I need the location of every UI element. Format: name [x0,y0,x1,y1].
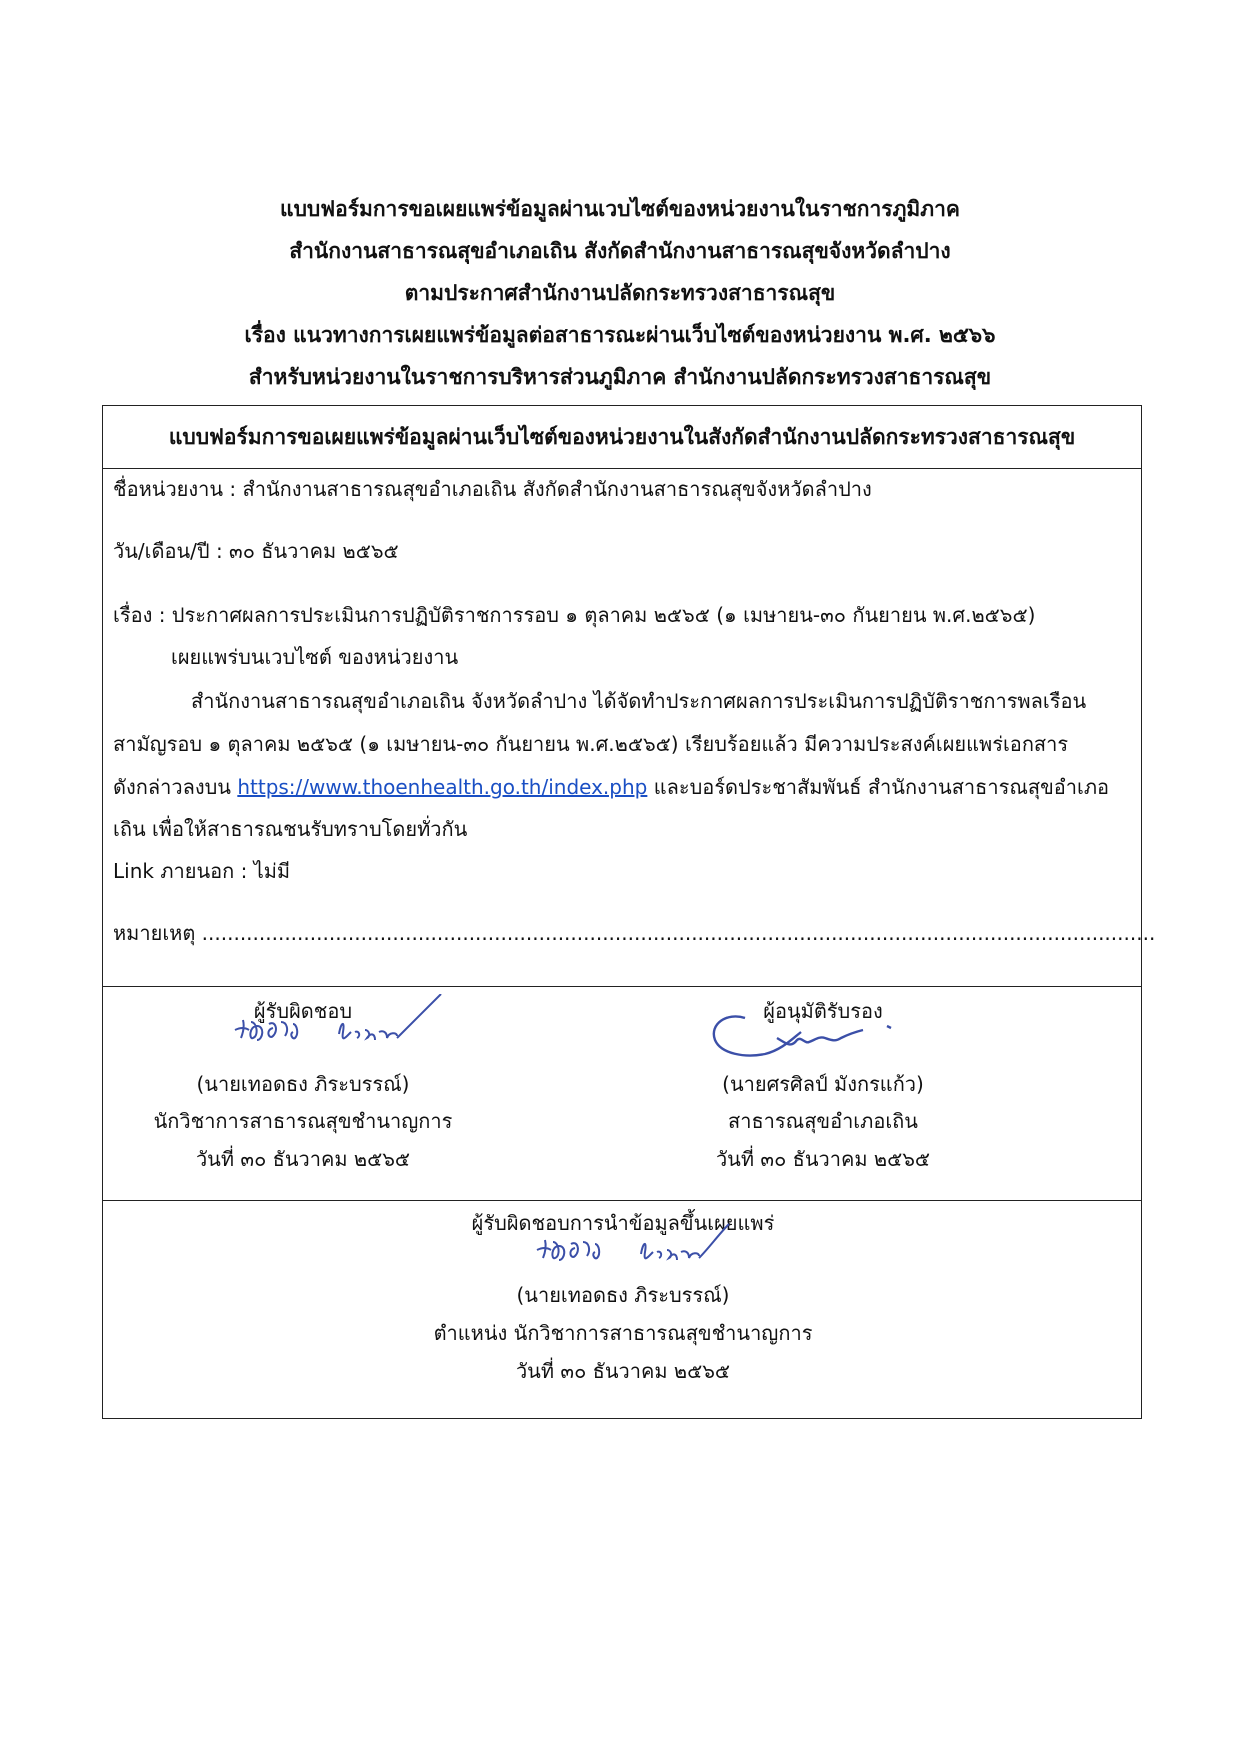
approver-signature-image [705,1002,925,1072]
body-line-1: สำนักงานสาธารณสุขอำเภอเถิน จังหวัดลำปาง ได้จัดทำประกาศผลการประเมินการปฏิบัติราชการพลเรือน [191,689,1087,713]
divider-middle [103,986,1141,987]
remark-field: หมายเหตุ ...................................................................................................................................................... [113,921,1156,945]
approver-name: (นายศรศิลป์ มังกรแก้ว) [722,1072,924,1096]
external-link-field: Link ภายนอก : ไม่มี [113,859,291,883]
responsible-title: ผู้รับผิดชอบ [253,999,353,1023]
heading-line-2: สำนักงานสาธารณสุขอำเภอเถิน สังกัดสำนักงานสาธารณสุขจังหวัดลำปาง [289,239,951,263]
heading-line-1: แบบฟอร์มการขอเผยแพร่ข้อมูลผ่านเวบไซต์ของหน่วยงานในราชการภูมิภาค [280,197,960,221]
body-line-3-suffix: และบอร์ดประชาสัมพันธ์ สำนักงานสาธารณสุขอำเภอ [647,775,1110,799]
publisher-name: (นายเทอดธง ภิระบรรณ์) [516,1283,730,1307]
form-frame [102,405,1156,1419]
body-line-3-prefix: ดังกล่าวลงบน [113,775,238,799]
heading-line-4: เรื่อง แนวทางการเผยแพร่ข้อมูลต่อสาธารณะผ่านเว็บไซต์ของหน่วยงาน พ.ศ. ๒๕๖๖ [244,323,996,347]
agency-field: ชื่อหน่วยงาน : สำนักงานสาธารณสุขอำเภอเถิน สังกัดสำนักงานสาธารณสุขจังหวัดลำปาง [113,477,872,501]
heading-line-3: ตามประกาศสำนักงานปลัดกระทรวงสาธารณสุข [404,281,836,305]
responsible-position: นักวิชาการสาธารณสุขชำนาญการ [153,1109,453,1133]
divider-top [103,468,1141,469]
form-box-title: แบบฟอร์มการขอเผยแพร่ข้อมูลผ่านเว็บไซต์ของหน่วยงานในสังกัดสำนักงานปลัดกระทรวงสาธารณสุข [168,425,1076,449]
date-field: วัน/เดือน/ปี : ๓๐ ธันวาคม ๒๕๖๕ [113,539,399,563]
publisher-signature-image [523,1214,763,1284]
subject-line-1: เรื่อง : ประกาศผลการประเมินการปฏิบัติราชการรอบ ๑ ตุลาคม ๒๕๖๕ (๑ เมษายน-๓๐ กันยายน พ.ศ.๒๕๖๕) [113,603,1036,627]
publisher-position: ตำแหน่ง นักวิชาการสาธารณสุขชำนาญการ [433,1321,813,1345]
approver-position: สาธารณสุขอำเภอเถิน [728,1109,918,1133]
heading-line-5: สำหรับหน่วยงานในราชการบริหารส่วนภูมิภาค สำนักงานปลัดกระทรวงสาธารณสุข [248,365,992,389]
responsible-signature-image [221,994,461,1064]
approver-date: วันที่ ๓๐ ธันวาคม ๒๕๖๕ [715,1147,931,1171]
body-line-2: สามัญรอบ ๑ ตุลาคม ๒๕๖๕ (๑ เมษายน-๓๐ กันยายน พ.ศ.๒๕๖๕) เรียบร้อยแล้ว มีความประสงค์เผยแพร่เอกสาร [113,732,1069,756]
divider-bottom [103,1200,1141,1201]
responsible-name: (นายเทอดธง ภิระบรรณ์) [196,1072,410,1096]
website-link[interactable]: https://www.thoenhealth.go.th/index.php [237,775,648,799]
subject-line-2: เผยแพร่บนเวบไซต์ ของหน่วยงาน [171,645,459,669]
body-line-4: เถิน เพื่อให้สาธารณชนรับทราบโดยทั่วกัน [113,817,468,841]
publisher-title: ผู้รับผิดชอบการนำข้อมูลขึ้นเผยแพร่ [471,1211,775,1235]
approver-title: ผู้อนุมัติรับรอง [763,999,883,1023]
body-line-3 [113,774,1109,800]
publisher-date: วันที่ ๓๐ ธันวาคม ๒๕๖๕ [515,1359,731,1383]
responsible-date: วันที่ ๓๐ ธันวาคม ๒๕๖๕ [195,1147,411,1171]
